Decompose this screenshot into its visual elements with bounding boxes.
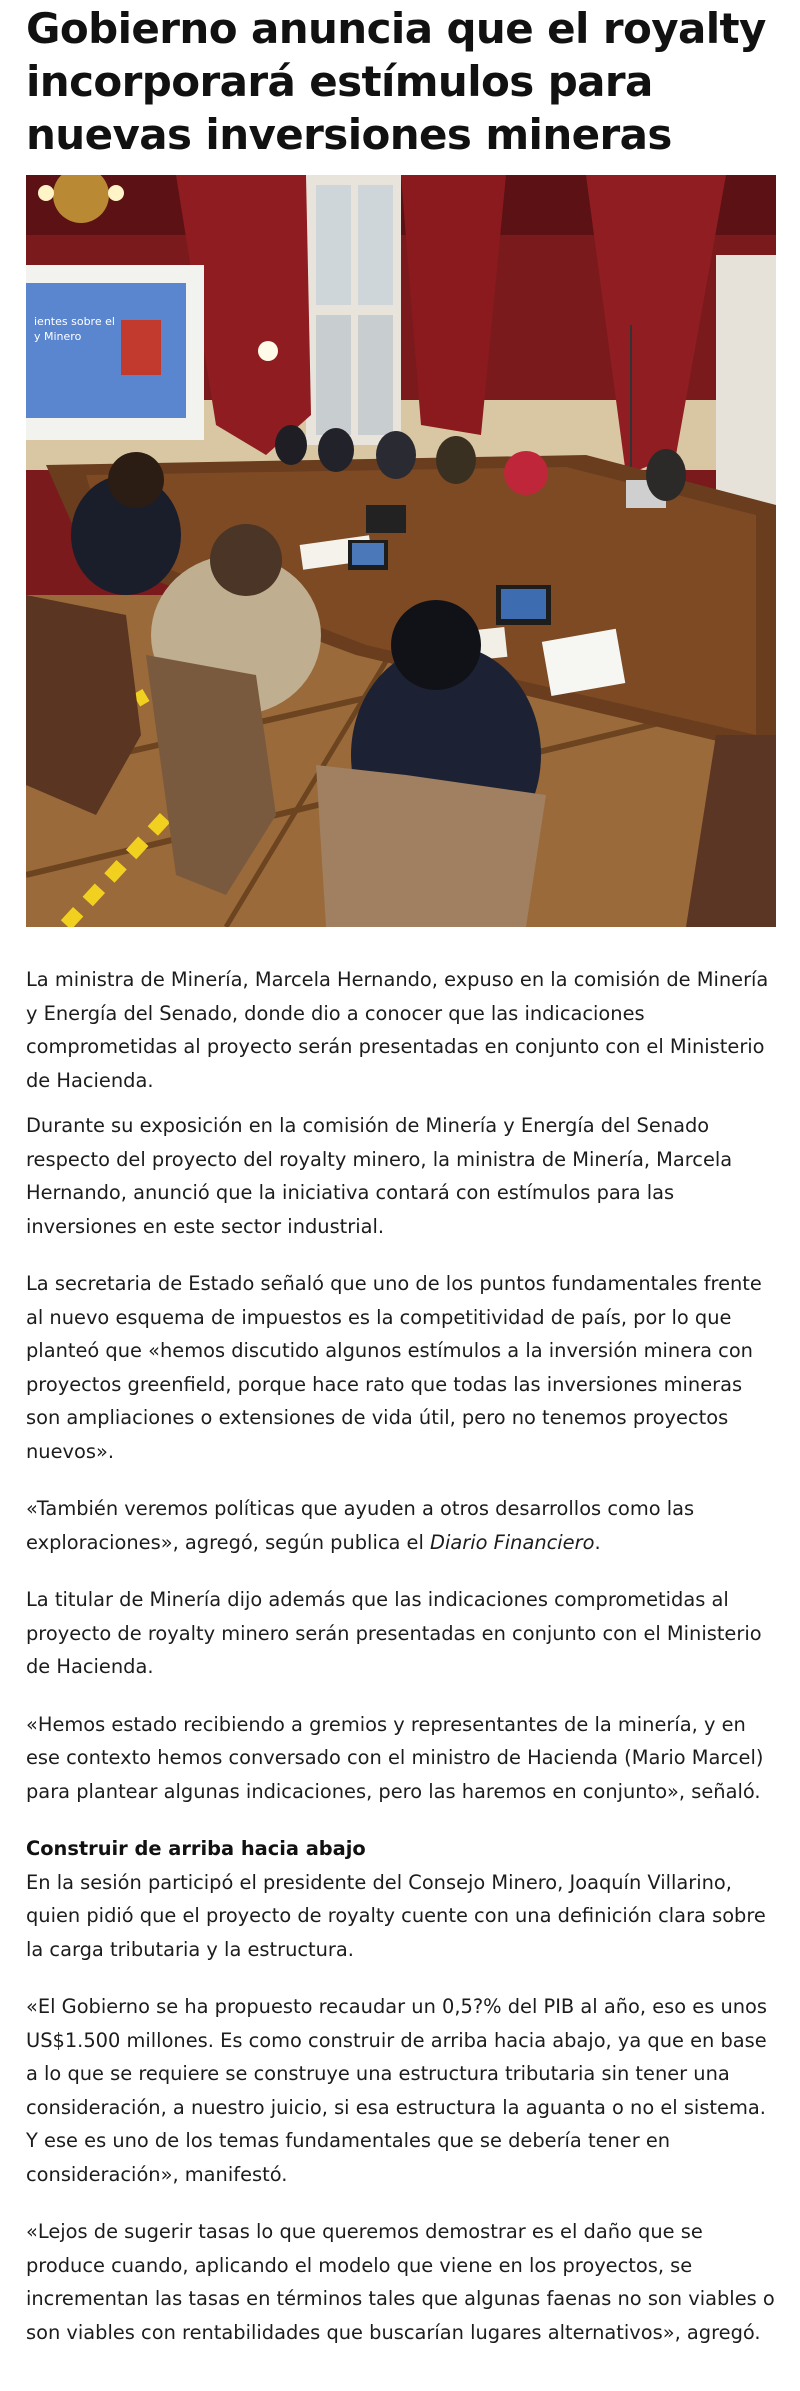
paragraph: «Hemos estado recibiendo a gremios y representantes de la minería, y en ese contexto hemos conversado con el ministro de Hacienda (Mario Marcel) para plantear algunas indicaciones, pero las haremos en conjunto», señaló.	[26, 1712, 764, 1803]
paragraph: «Lejos de sugerir tasas lo que queremos demostrar es el daño que se produce cuando, aplicando el modelo que viene en los proyectos, se incrementan las tasas en términos tales que algunas faenas no son viables o son viables con rentabilidades que buscarían lugares alternativos», agregó.	[26, 2220, 775, 2344]
paragraph: «El Gobierno se ha propuesto recaudar un 0,5?% del PIB al año, eso es unos US$1.500 millones. Es como construir de arriba hacia abajo, ya que en base a lo que se requiere se construye una estructura tributaria sin tener una consideración, a nuestro juicio, si esa estructura la aguanta o no el sistema. Y ese es uno de los temas fundamentales que se debería tener en consideración», manifestó.	[26, 1995, 767, 2186]
paragraph: Durante su exposición en la comisión de Minería y Energía del Senado respecto del proyecto del royalty minero, la ministra de Minería, Marcela Hernando, anunció que la iniciativa contará con estímulos para las inversiones en este sector industrial.	[26, 1114, 733, 1238]
paragraph: En la sesión participó el presidente del Consejo Minero, Joaquín Villarino, quien pidió que el proyecto de royalty cuente con una definición clara sobre la carga tributaria y la estructura.	[26, 1870, 766, 1961]
senate-committee-photo	[26, 175, 776, 927]
article-title: Gobierno anuncia que el royalty incorporará estímulos para nuevas inversiones mineras	[26, 4, 766, 159]
article	[26, 0, 776, 2344]
subheading: Construir de arriba hacia abajo	[26, 1837, 366, 1860]
article-body	[26, 963, 776, 2373]
screen-text-line2: y Minero	[34, 330, 82, 343]
source-name: Diario Financiero	[430, 1530, 595, 1554]
paragraph: La secretaria de Estado señaló que uno de los puntos fundamentales frente al nuevo esquema de impuestos es la competitividad de país, por lo que planteó que «hemos discutido algunos estímulos a la inversión minera con proyectos greenfield, porque hace rato que todas las inversiones mineras son ampliaciones o extensiones de vida útil, pero no tenemos proyectos nuevos».	[26, 1272, 762, 1463]
paragraph: La titular de Minería dijo además que las indicaciones comprometidas al proyecto de royalty minero serán presentadas en conjunto con el Ministerio de Hacienda.	[26, 1588, 762, 1678]
paragraph-text: «También veremos políticas que ayuden a otros desarrollos como las exploraciones», agregó, según publica el	[26, 1497, 695, 1554]
screen-text-line1: ientes sobre el	[34, 315, 115, 328]
paragraph: La ministra de Minería, Marcela Hernando, expuso en la comisión de Minería y Energía del Senado, donde dio a conocer que las indicaciones comprometidas al proyecto serán presentadas en conjunto con el Ministerio de Hacienda.	[26, 968, 769, 1092]
paragraph	[26, 1492, 776, 1559]
article-photo	[26, 175, 776, 927]
paragraph-text: .	[594, 1530, 601, 1554]
